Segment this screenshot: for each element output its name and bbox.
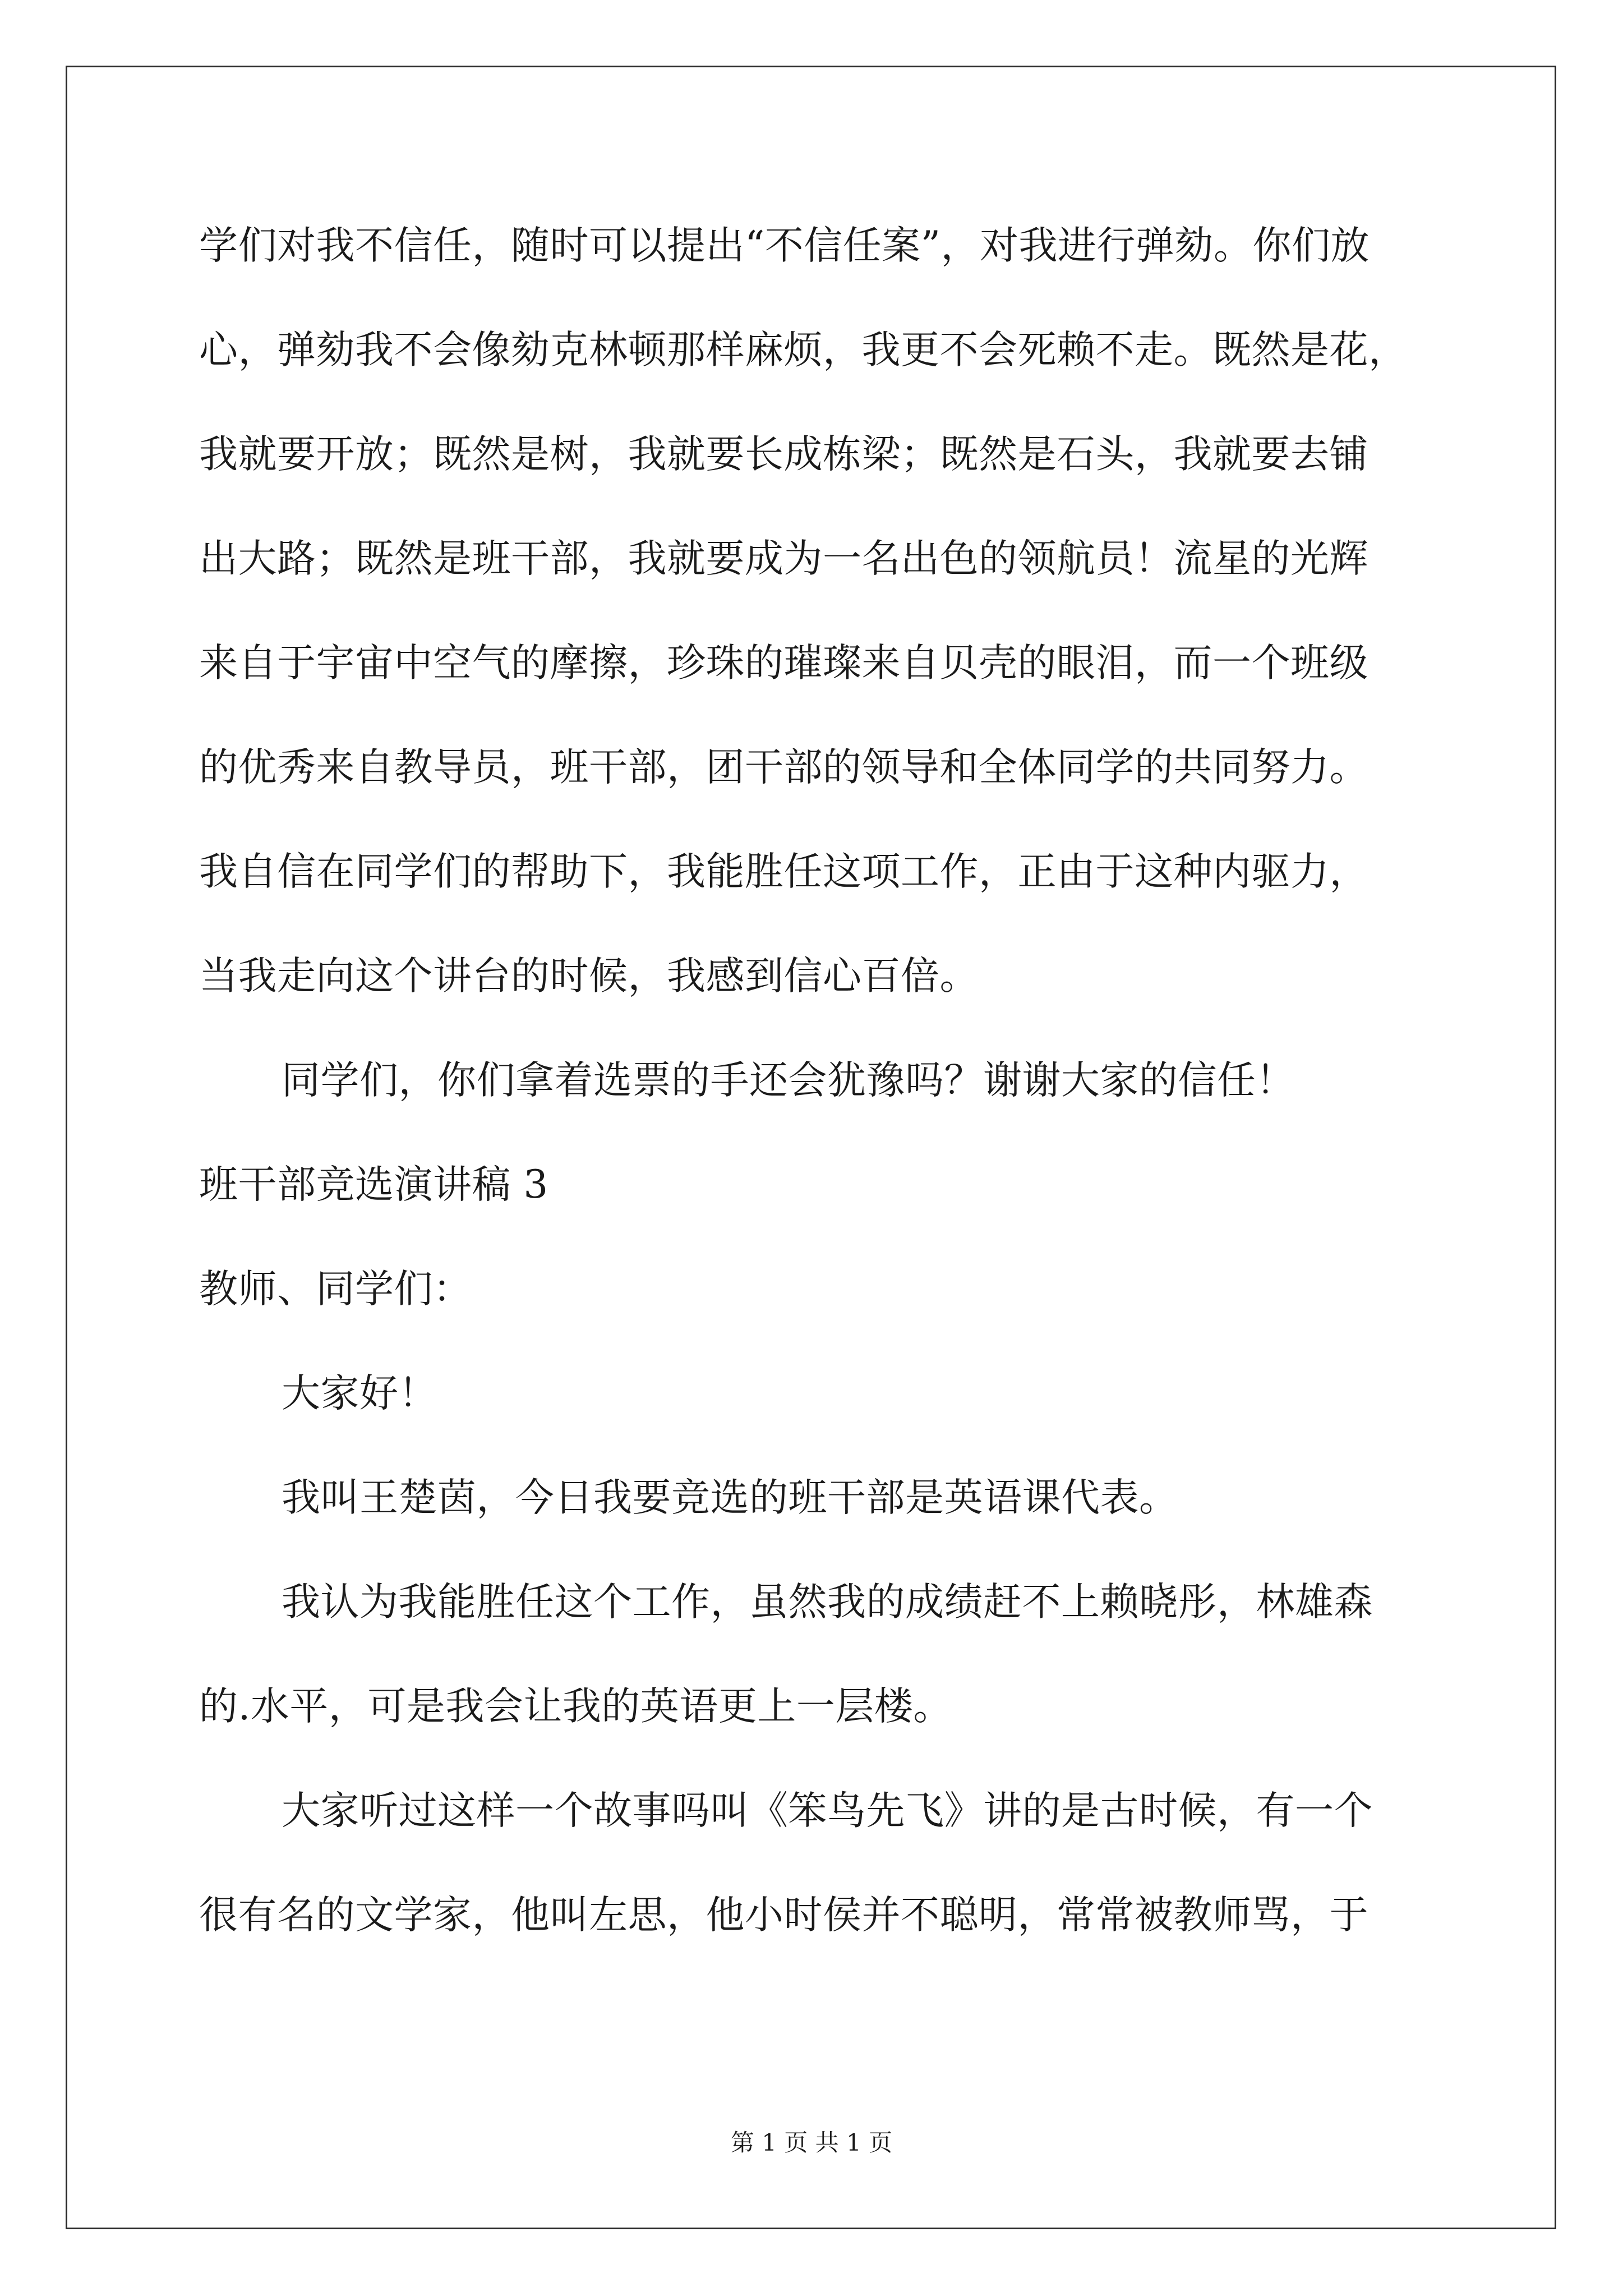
text-line: 很有名的文学家，他叫左思，他小时侯并不聪明，常常被教师骂，于 bbox=[199, 1893, 1368, 1938]
section-heading: 班干部竞选演讲稿 3 bbox=[199, 1162, 548, 1207]
paragraph-line: 我叫王楚茵，今日我要竞选的班干部是英语课代表。 bbox=[282, 1475, 1178, 1520]
paragraph-line: 同学们，你们拿着选票的手还会犹豫吗？谢谢大家的信任！ bbox=[282, 1058, 1295, 1103]
salutation: 教师、同学们： bbox=[199, 1267, 472, 1312]
text-line: 出大路；既然是班干部，我就要成为一名出色的领航员！流星的光辉 bbox=[199, 536, 1368, 581]
text-line: 当我走向这个讲台的时候，我感到信心百倍。 bbox=[199, 954, 979, 999]
text-line: 心，弹劾我不会像劾克林顿那样麻烦，我更不会死赖不走。既然是花， bbox=[199, 328, 1408, 372]
text-line: 来自于宇宙中空气的摩擦，珍珠的璀璨来自贝壳的眼泪，而一个班级 bbox=[199, 641, 1368, 685]
text-line: 我自信在同学们的帮助下，我能胜任这项工作，正由于这种内驱力， bbox=[199, 849, 1368, 894]
greeting: 大家好！ bbox=[282, 1371, 437, 1416]
text-line: 的优秀来自教导员，班干部，团干部的领导和全体同学的共同努力。 bbox=[199, 745, 1368, 790]
paragraph-line: 我认为我能胜任这个工作，虽然我的成绩赶不上赖晓彤，林雄森 bbox=[282, 1580, 1373, 1625]
text-line: 的.水平，可是我会让我的英语更上一层楼。 bbox=[199, 1684, 952, 1729]
page-footer: 第 1 页 共 1 页 bbox=[730, 2129, 893, 2156]
paragraph-line: 大家听过这样一个故事吗叫《笨鸟先飞》讲的是古时候，有一个 bbox=[282, 1788, 1373, 1833]
text-line: 学们对我不信任，随时可以提出“不信任案”，对我进行弹劾。你们放 bbox=[199, 223, 1370, 268]
text-line: 我就要开放；既然是树，我就要长成栋梁；既然是石头，我就要去铺 bbox=[199, 432, 1368, 477]
